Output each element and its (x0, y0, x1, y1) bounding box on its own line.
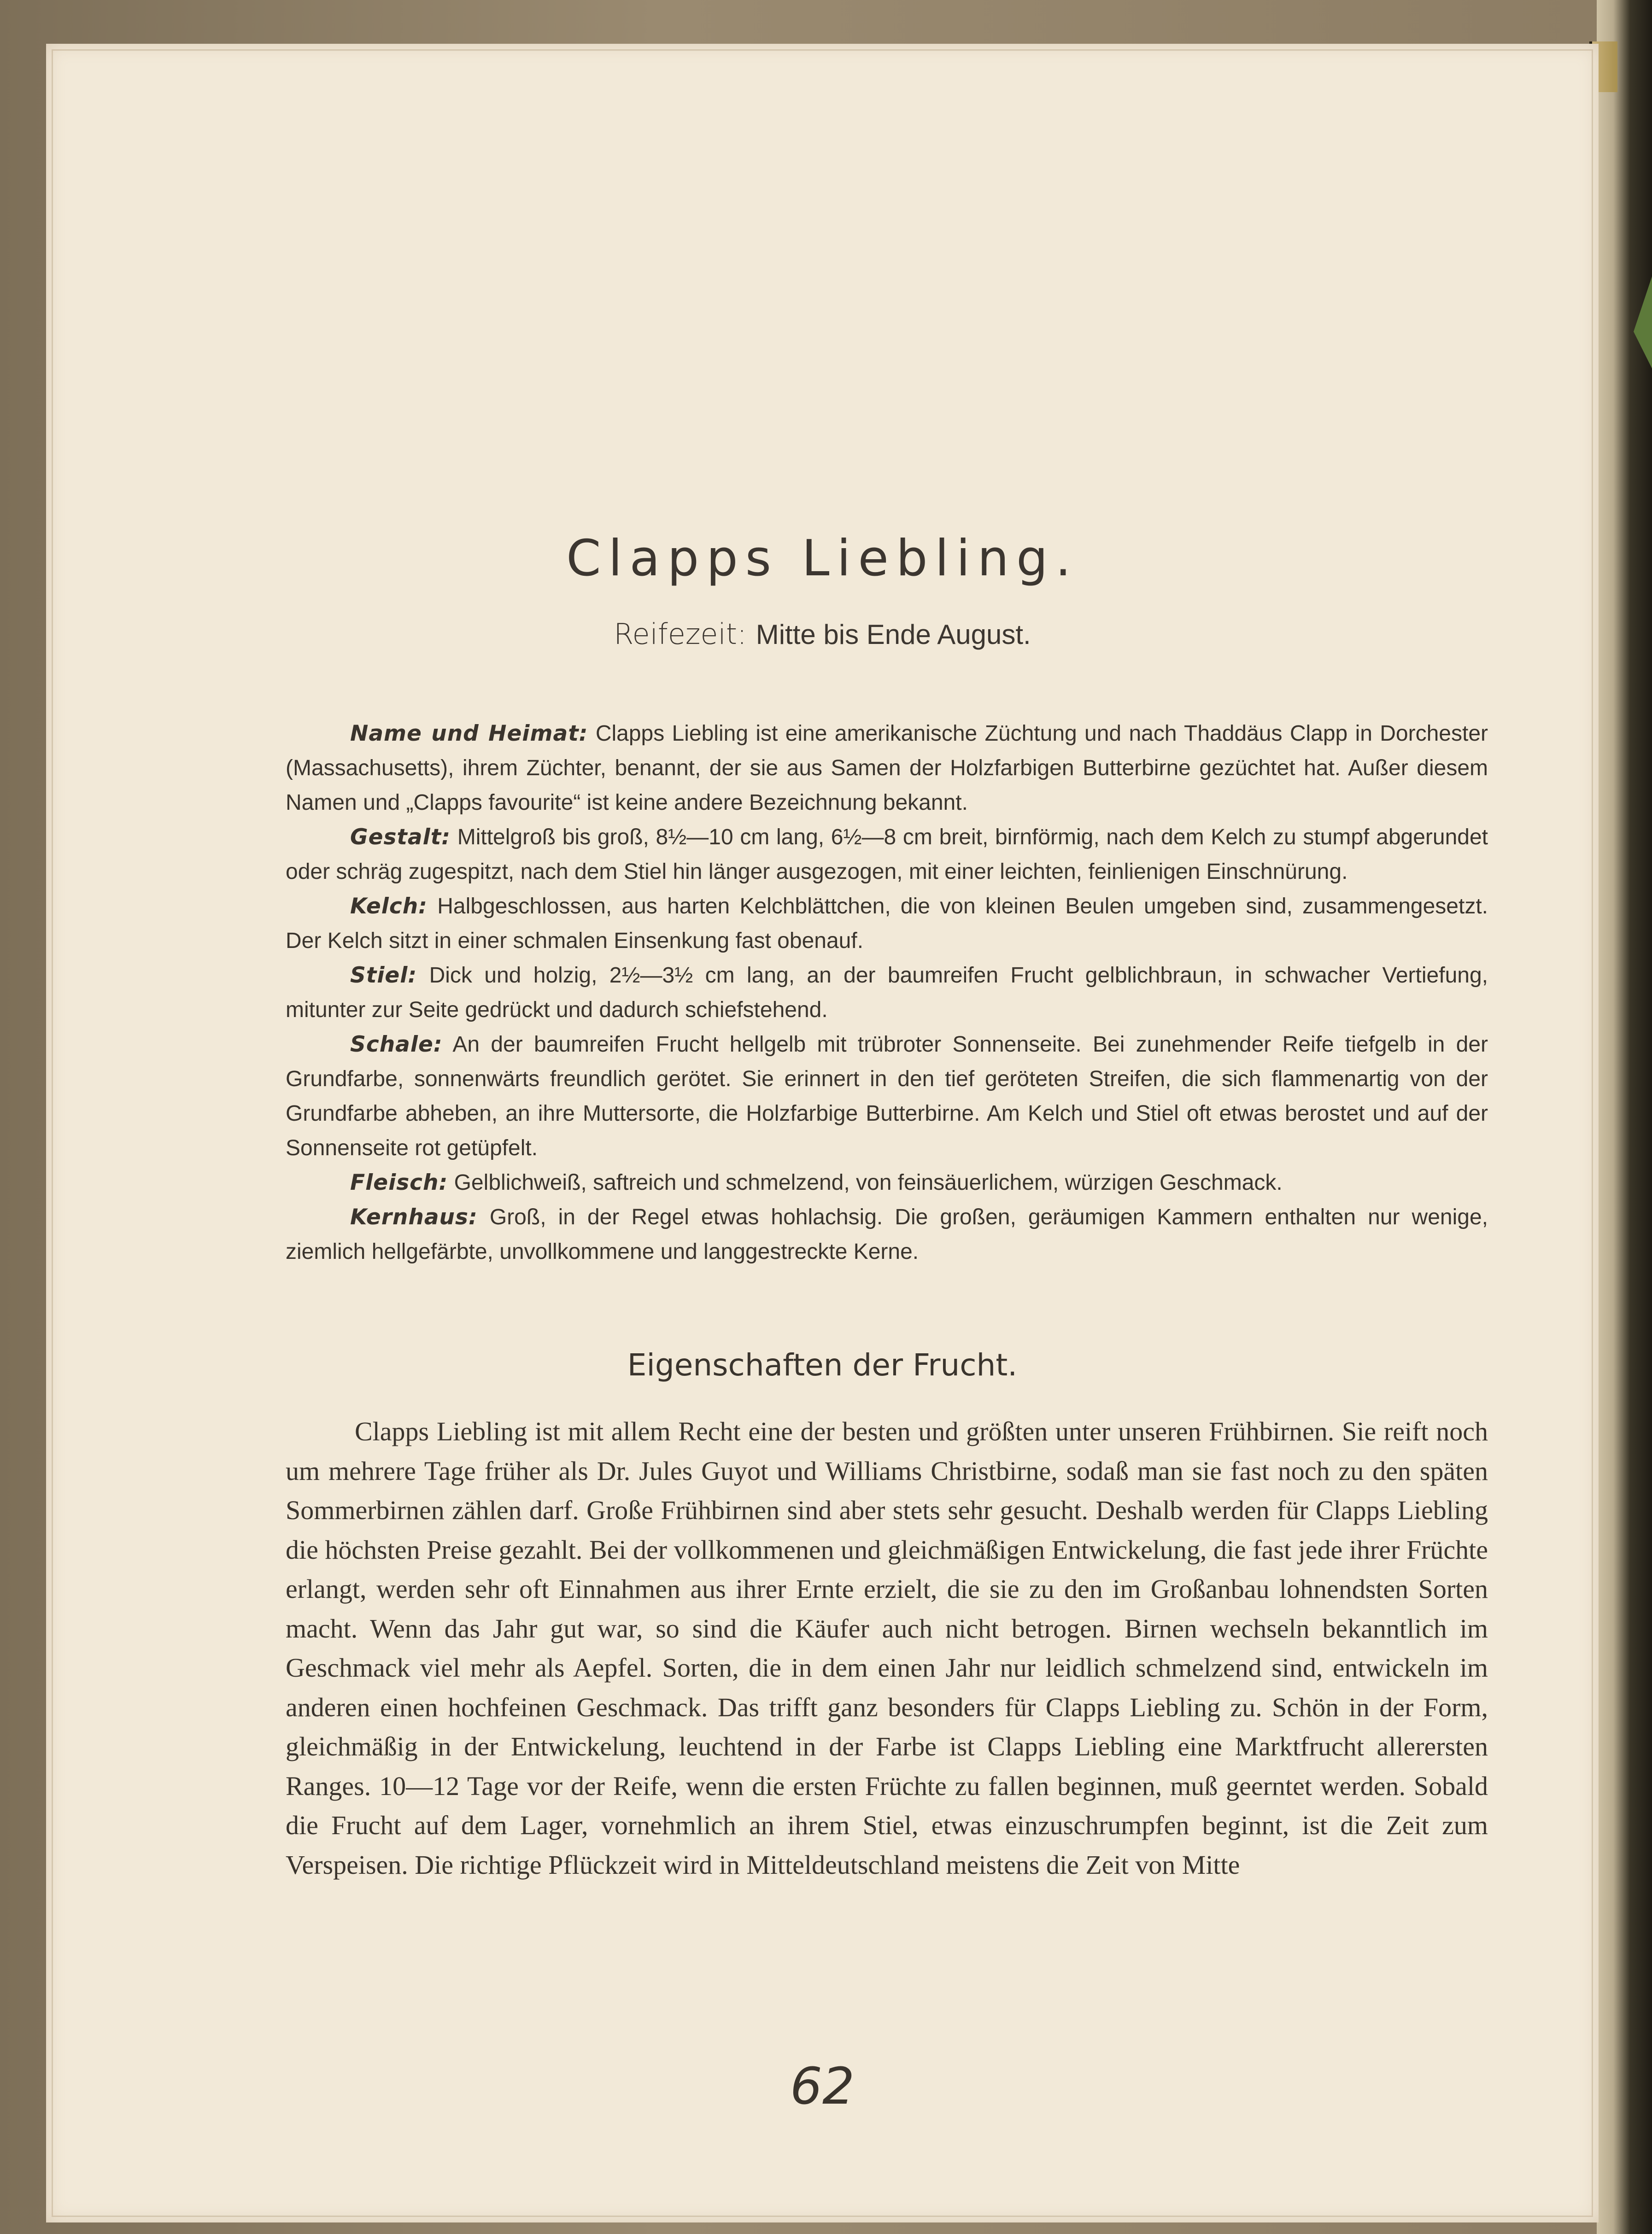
description-paragraph (286, 1027, 1488, 1165)
description-label: Stiel: (350, 963, 417, 988)
body-text-block (286, 1412, 1488, 1884)
ripeness-line (46, 617, 1599, 651)
page-title: Clapps Liebling. (566, 530, 1078, 587)
description-label: Schale: (350, 1032, 443, 1057)
page-number: 62 (790, 2057, 855, 2116)
body-paragraph: Clapps Liebling ist mit allem Recht eine der besten und größten unter unseren Frühbirnen. Sie reift noch um mehrere Tage früher als Dr. Jules Guyot und Williams Christbirne, sodaß man sie fast noch zu den späten Sommerbirnen zählen darf. Große Frühbirnen sind aber stets sehr gesucht. Deshalb werden für Clapps Liebling die höchsten Preise gezahlt. Bei der vollkommenen und gleichmäßigen Entwickelung, die fast jede ihrer Früchte erlangt, werden sehr oft Einnahmen aus ihrer Ernte erzielt, die sie zu den im Großanbau lohnendsten Sorten macht. Wenn das Jahr gut war, so sind die Käufer auch nicht betrogen. Birnen wechseln bekanntlich im Geschmack viel mehr als Aepfel. Sorten, die in dem einen Jahr nur leidlich schmelzend sind, entwickeln im anderen einen hochfeinen Geschmack. Das trifft ganz besonders für Clapps Liebling zu. Schön in der Form, gleichmäßig in der Entwickelung, leuchtend in der Farbe ist Clapps Liebling eine Marktfrucht allerersten Ranges. 10—12 Tage vor der Reife, wenn die ersten Früchte zu fallen beginnen, muß geerntet werden. Sobald die Frucht auf dem Lager, vornehmlich an ihrem Stiel, etwas einzuschrumpfen beginnt, ist die Zeit zum Verspeisen. Die richtige Pflückzeit wird in Mitteldeutschland meistens die Zeit von Mitte (286, 1416, 1488, 1880)
adjacent-plate-edge (1634, 276, 1652, 368)
section-heading: Eigenschaften der Frucht. (627, 1347, 1018, 1383)
description-paragraph (286, 1200, 1488, 1269)
description-label: Fleisch: (350, 1170, 448, 1195)
description-text: Halbgeschlossen, aus harten Kelchblättchen, die von kleinen Beulen umgeben sind, zusammengesetzt. Der Kelch sitzt in einer schmalen Einsenkung fast obenauf. (286, 894, 1488, 953)
description-label: Gestalt: (350, 825, 451, 850)
description-label: Name und Heimat: (350, 721, 588, 746)
description-paragraph (286, 716, 1488, 820)
ripeness-value: Mitte bis Ende August. (756, 619, 1031, 650)
description-text: Groß, in der Regel etwas hohlachsig. Die großen, geräumigen Kammern enthalten nur wenige, ziemlich hellgefärbte, unvollkommene und langgestreckte Kerne. (286, 1205, 1488, 1264)
description-text: Clapps Liebling ist eine amerikanische Züchtung und nach Thaddäus Clapp in Dorchester (Massachusetts), ihrem Züchter, benannt, der sie aus Samen der Holzfarbigen Butterbirne gezüchtet hat. Außer diesem Namen und „Clapps favourite“ ist keine andere Bezeichnung bekannt. (286, 721, 1488, 815)
description-paragraph (286, 1165, 1488, 1200)
description-text: Dick und holzig, 2½—3½ cm lang, an der baumreifen Frucht gelblichbraun, in schwacher Vertiefung, mitunter zur Seite gedrückt und dadurch schiefstehend. (286, 963, 1488, 1022)
description-text: An der baumreifen Frucht hellgelb mit trübroter Sonnenseite. Bei zunehmender Reife tiefgelb in der Grundfarbe, sonnenwärts freundlich gerötet. Sie erinnert in den tief geröteten Streifen, die sich flammenartig von der Grundfarbe abheben, an ihre Muttersorte, die Holzfarbige Butterbirne. Am Kelch und Stiel oft etwas berostet und auf der Sonnenseite rot getüpfelt. (286, 1032, 1488, 1160)
description-paragraph (286, 958, 1488, 1027)
page (46, 44, 1599, 2222)
book-spine-edge (1597, 0, 1652, 2234)
ripeness-label: Reifezeit: (614, 617, 747, 651)
description-paragraph (286, 820, 1488, 889)
description-paragraph (286, 889, 1488, 958)
description-text: Mittelgroß bis groß, 8½—10 cm lang, 6½—8 cm breit, birnförmig, nach dem Kelch zu stumpf abgerundet oder schräg zugespitzt, nach dem Stiel hin länger ausgezogen, mit einer leichten, feinlienigen Einschnürung. (286, 825, 1488, 884)
description-label: Kelch: (350, 894, 428, 919)
description-label: Kernhaus: (350, 1205, 478, 1230)
description-block (286, 716, 1488, 1269)
description-text: Gelblichweiß, saftreich und schmelzend, von feinsäuerlichem, würzigen Geschmack. (454, 1170, 1283, 1195)
